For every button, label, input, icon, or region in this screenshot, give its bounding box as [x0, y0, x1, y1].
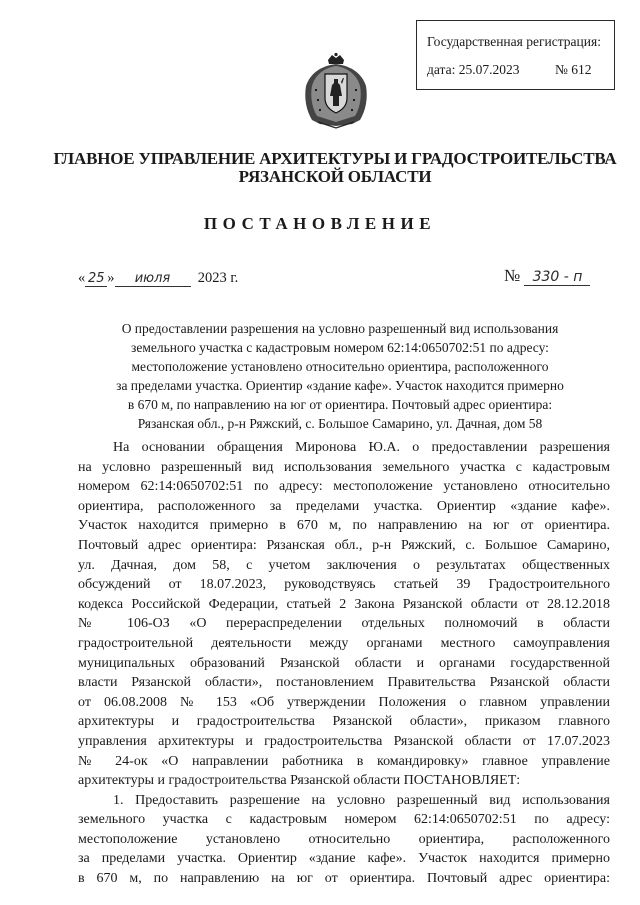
body-line: от 06.08.2008 № 153 «Об утверждении Положения о главном управлении	[78, 694, 610, 710]
body-line: власти Рязанской области», постановлением Правительства Рязанской области	[78, 675, 610, 691]
body-line: за пределами участка. Ориентир «здание кафе». Участок находится примерно	[78, 851, 610, 867]
body-line: кодекса Российской Федерации, статьей 2 Закона Рязанской области от 28.12.2018	[78, 596, 610, 612]
number-sign: №	[504, 266, 521, 285]
body-line: № 106-ОЗ «О перераспределении отдельных полномочий в области	[78, 616, 610, 632]
document-number	[504, 266, 590, 286]
registration-label: Государственная регистрация:	[427, 34, 601, 49]
subject-line: за пределами участка. Ориентир «здание кафе». Участок находится примерно	[116, 378, 564, 393]
document-body	[78, 438, 610, 889]
body-line: градостроительной деятельности между органами местного самоуправления	[78, 635, 610, 651]
body-line: архитектуры и градостроительства Рязанской области», приказом главного	[78, 714, 610, 730]
body-line: управления архитектуры и градостроительства Рязанской области от 17.07.2023	[78, 733, 610, 749]
body-line: муниципальных образований Рязанской области и органами государственной	[78, 655, 610, 671]
body-line: Участок находится примерно в 670 м, по направлению на юг от ориентира.	[78, 518, 610, 534]
body-line: номером 62:14:0650702:51 по адресу: местоположение установлено относительно	[78, 479, 610, 495]
subject-line: земельного участка с кадастровым номером 62:14:0650702:51 по адресу:	[131, 340, 549, 355]
number-value: 330 - п	[524, 269, 590, 286]
body-line: № 24-ок «О направлении работника в командировку» главное управление	[78, 753, 610, 769]
body-line: местоположение установлено относительно ориентира, расположенного	[78, 831, 610, 847]
subject-line: Рязанская обл., р-н Ряжский, с. Большое Самарино, ул. Дачная, дом 58	[137, 416, 543, 431]
registration-number: № 612	[555, 62, 592, 77]
body-line: ул. Дачная, дом 58, с учетом заключения о результатах общественных	[78, 557, 610, 573]
agency-name-line1: ГЛАВНОЕ УПРАВЛЕНИЕ АРХИТЕКТУРЫ И ГРАДОСТРОИТЕЛЬСТВА	[53, 149, 617, 168]
body-line: Почтовый адрес ориентира: Рязанская обл., р-н Ряжский, с. Большое Самарино,	[78, 537, 610, 553]
date-year: 2023 г.	[197, 270, 239, 286]
subject-line: местоположение установлено относительно ориентира, расположенного	[131, 359, 549, 374]
body-line: в 670 м, по направлению на юг от ориентира. Почтовый адрес ориентира:	[78, 871, 610, 887]
body-line: архитектуры и градостроительства Рязанской области ПОСТАНОВЛЯЕТ:	[78, 773, 521, 789]
subject-line: в 670 м, по направлению на юг от ориентира. Почтовый адрес ориентира:	[127, 397, 553, 412]
date-open-quote: «	[78, 270, 86, 286]
document-type-title: ПОСТАНОВЛЕНИЕ	[203, 214, 437, 233]
document-date	[78, 270, 238, 287]
body-line: обсуждений от 18.07.2023, руководствуясь статьей 39 Градостроительного	[78, 577, 610, 593]
date-day: 25	[85, 271, 107, 287]
body-line: на условно разрешенный вид использования земельного участка с кадастровым	[78, 459, 610, 475]
body-line: ориентира, расположенного за пределами участка. Ориентир «здание кафе».	[78, 498, 610, 514]
registration-stamp	[416, 20, 615, 90]
registration-date: дата: 25.07.2023	[427, 62, 520, 77]
body-line: 1. Предоставить разрешение на условно разрешенный вид использования	[113, 792, 610, 808]
body-line: На основании обращения Миронова Ю.А. о предоставлении разрешения	[113, 440, 610, 455]
date-close-quote: »	[107, 270, 115, 286]
date-month: июля	[115, 271, 191, 287]
agency-name-line2: РЯЗАНСКОЙ ОБЛАСТИ	[238, 167, 432, 186]
document-subject	[80, 319, 600, 433]
subject-line: О предоставлении разрешения на условно разрешенный вид использования	[121, 321, 559, 336]
body-line: земельного участка с кадастровым номером 62:14:0650702:51 по адресу:	[78, 812, 610, 828]
coat-of-arms-icon	[296, 52, 376, 130]
